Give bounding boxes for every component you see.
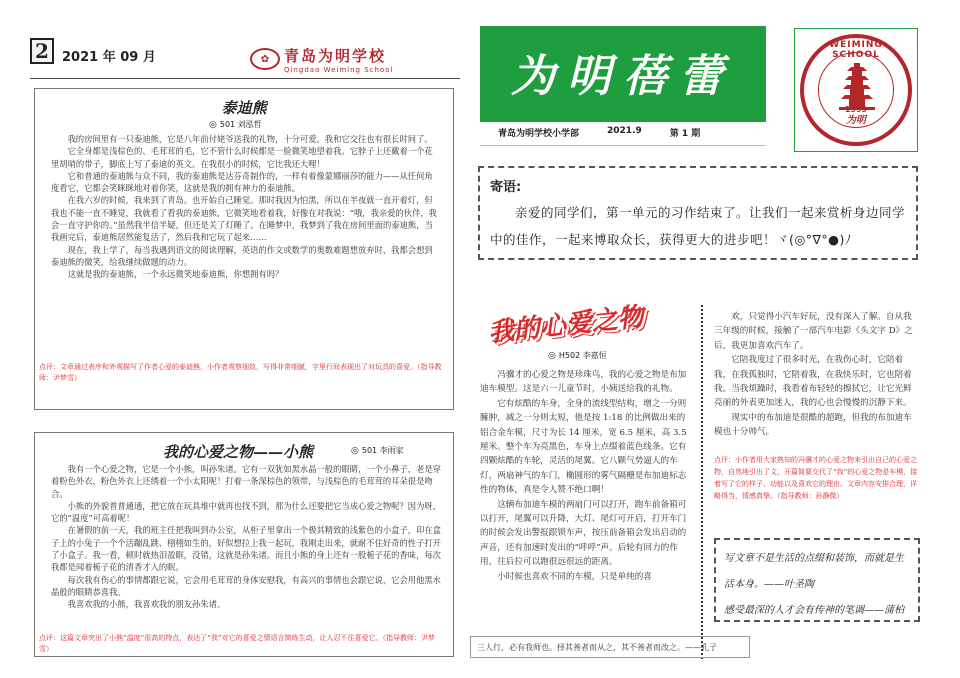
quote-line: 感受最深的人才会有传神的笔调——蒲柏 xyxy=(724,605,904,616)
school-name-cn: 青岛为明学校 xyxy=(284,46,387,65)
paragraph: 它全身都是浅棕色的、毛茸茸的毛，它不管什么时候都是一脸微笑地望着我。它脖子上还戴着一个花里胡哨的带子，脚底上写了泰迪的英文。在我很小的时候，它比我还大哩！ xyxy=(51,146,433,169)
paragraph: 我有一个心爱之物，它是一个小熊，叫孙朱诸。它有一双犹如黑水晶一般的眼睛，一个小鼻子，老是穿着粉色外衣，粉色外衣上还绣着一个小太阳呢！打着一条深棕色的领带，与浅棕色的毛茸茸的耳朵很是吻合。 xyxy=(51,464,441,499)
paragraph: 冯骥才的心爱之物是珍珠鸟，我的心爱之物是布加迪车模型。这是六一儿童节时，小姨送给我的礼物。 xyxy=(480,370,687,395)
paragraph: 现实中的布加迪是很酷的超跑，但我的布加迪车模也十分帅气。 xyxy=(714,412,912,438)
article-author: ◎ 501 李雨家 xyxy=(351,445,404,456)
article-author: ◎ H502 李嘉恒 xyxy=(548,350,607,361)
quote-line: 写文章不是生活的点缀和装饰，而就是生活本身。——叶圣陶 xyxy=(724,553,904,590)
article-column-left xyxy=(480,368,690,584)
masthead-issue: 第 1 期 xyxy=(669,129,701,139)
header-divider xyxy=(30,78,460,79)
article-body xyxy=(51,463,441,611)
paragraph: 这辆布加迪车模的两扇门可以打开，跑车前备箱可以打开，尾翼可以升降，大灯、尾灯可开启，打开车门的时候会发出警报跟锁车声，按压前备箱会发出启动的声音，还有加速时发出的“呼呼”声。后轮有回力的作用，往后拉可以跑很远很远的距离。 xyxy=(480,499,687,568)
paragraph: 现在，我上学了，每当我遇到语文的阅读理解，英语的作文或数学的奥数难题想放弃时，我都会想到泰迪熊的微笑，给我继续做题的动力。 xyxy=(51,244,433,267)
bullet-icon: ◎ xyxy=(548,350,556,361)
teacher-comment: 点评：文章通过表序和外观描写了作者心爱的泰迪熊，小作者观察细致，写得非常细腻，字里行间表现出了对玩具的喜爱。（指导教师：尹梦雪） xyxy=(39,363,442,382)
column-divider xyxy=(701,305,703,659)
masthead-divider xyxy=(480,145,766,146)
bullet-icon: ◎ xyxy=(209,119,217,130)
paragraph: 在暑假的前一天，我的班主任把我叫到办公室，从柜子里拿出一个极其精致的浅紫色的小盒子，印在盒子上的小兔子一个个活蹦乱跳、栩栩如生的，好似想拉上我一起玩，我刚走出来，就耐不住好奇的性子打开了小盒子。我一看，顿时就热泪盈眶，没错，这就是孙朱诸。而且小熊的身上还有一股栀子花的香味，每次我都是闻着栀子花的清香才入的眠。 xyxy=(51,525,441,573)
teacher-comment: 点评：小作者用大家熟知的冯骥才的心爱之物来引出自己的心爱之物，自然地引出了文，开篇简要交代了“我”的心爱之物是车模，接着写了它的样子、功能以及喜欢它的理由。文章内容安排合理，详略得当，情感真挚。（指导教师：孙静微） xyxy=(714,455,918,500)
article-little-bear xyxy=(34,432,454,657)
paragraph: 小时候也喜欢不同的车模，只是单纯的喜 xyxy=(497,571,652,582)
paragraph: 我喜欢我的小熊，我喜欢我的朋友孙朱诸。 xyxy=(67,599,226,610)
emblem-text-en: WEIMING SCHOOL xyxy=(829,40,883,60)
bullet-icon: ◎ xyxy=(351,445,359,456)
paragraph: 欢，只觉得小汽车好玩，没有深入了解。自从我三年级的时候，接触了一部汽车电影《头文字 D》之后，我更加喜欢汽车了。 xyxy=(714,312,913,351)
masthead-school: 青岛为明学校小学部 xyxy=(498,129,580,139)
article-title: 泰迪熊 xyxy=(221,99,267,117)
masthead-info xyxy=(498,126,700,139)
article-teddy-bear xyxy=(34,88,454,410)
article-title-art: 我的心爱之物 xyxy=(486,302,645,349)
greeting-text: 亲爱的同学们，第一单元的习作结束了。让我们一起来赏析身边同学中的佳作，一起来博取众长，获得更大的进步吧！ヾ(◎°∇°●)ﾉ xyxy=(490,205,906,247)
school-name-en: Qingdao Weiming School xyxy=(284,65,394,74)
masthead-banner xyxy=(480,26,766,122)
greeting-box xyxy=(478,166,918,260)
issue-date: 2021 年 09 月 xyxy=(62,50,156,65)
newsletter-title: 为明蓓蕾 xyxy=(511,51,735,102)
teacher-comment: 点评：这篇文章突出了小熊“温度”很高的特点，表达了“我”对它的喜爱之情语言简练生动，让人忍不住喜爱它。（指导教师：尹梦雪） xyxy=(39,634,436,653)
paragraph: 它和普通的泰迪熊与众不同，我的泰迪熊是达芬奇制作的，一样有着像蒙娜丽莎的能力——从任何角度看它，它都会笑眯眯地对着你笑，这就是我的拥有神力的泰迪熊。 xyxy=(51,170,433,194)
paragraph: 它有炫酷的车身，全身的流线型结构，增之一分则臃肿，减之一分则太短，他是按 1:18 的比例做出来的铝合金车模，尺寸为长 14 厘米，宽 6.5 厘米，高 3.5 厘米。整个车为亮黑色，车身上点缀着蓝色线条。它有四颗炫酷的车轮，灵活的尾翼。它八颗气势逼人的车灯，两扇神气的车门，椭圆形的雾气隔栅是布加迪标志性的物体，真是令人赞不绝口啊！ xyxy=(480,398,687,496)
school-logo xyxy=(250,44,450,74)
article-column-right xyxy=(714,310,920,502)
article-author: ◎ 501 刘泓哲 xyxy=(209,119,262,130)
quote-box xyxy=(714,538,920,622)
school-seal-icon: ✿ xyxy=(250,48,280,70)
greeting-title: 寄语: xyxy=(490,180,522,195)
paragraph: 在我六岁的时候，我来到了青岛。也开始自己睡觉。那时我因为怕黑，所以在半夜就一直开着灯，但我也不能一直不睡觉，我就看了看我的泰迪熊，它微笑地看着我，好像在对我说：“哦，我亲爱的伙伴，我会一直守护你的。”虽然我半信半疑，但还是关了灯睡了。在睡梦中，我梦到了我在房间里面的泰迪熊，当我画完后，泰迪熊居然能复活了，然后我和它玩了起来…… xyxy=(51,195,437,243)
paragraph: 这就是我的泰迪熊，一个永远微笑地泰迪熊，你想拥有吗？ xyxy=(67,269,284,280)
article-body xyxy=(51,133,439,281)
paragraph: 小熊的外貌普普通通，把它放在玩具堆中就再也找不到，那为什么还要把它当成心爱之物呢？因为呀，它的“温度”可高着呢！ xyxy=(51,500,441,524)
footer-quote: 三人行，必有我师也。择其善者而从之，其不善者而改之。——孔子 xyxy=(470,636,750,658)
emblem-text-cn: 为明 xyxy=(846,115,866,126)
school-emblem-icon xyxy=(800,34,912,146)
paragraph: 每次我有伤心的事情都跟它说，它会用毛茸茸的身体安慰我，有高兴的事情也会跟它说，它会用他黑水晶般的眼睛恭喜我。 xyxy=(51,574,441,597)
paragraph: 它陪我度过了很多时光，在我伤心时，它陪着我，在我孤独时，它陪着我，在我快乐时，它也陪着我。当我烦躁时，我看着布轻轻的擦拭它，让它光鲜亮丽的外表更加迷人，我的心也会慢慢的沉静下来。 xyxy=(714,355,912,409)
emblem-year: 1999 xyxy=(844,105,868,114)
article-title: 我的心爱之物——小熊 xyxy=(163,443,314,461)
masthead-date: 2021.9 xyxy=(607,126,642,136)
page-number: 2 xyxy=(30,38,54,64)
paragraph: 我的房间里有一只泰迪熊，它是八年前付姥爷送我的礼物，十分可爱。我和它交往也有很长时间了。 xyxy=(67,134,433,144)
